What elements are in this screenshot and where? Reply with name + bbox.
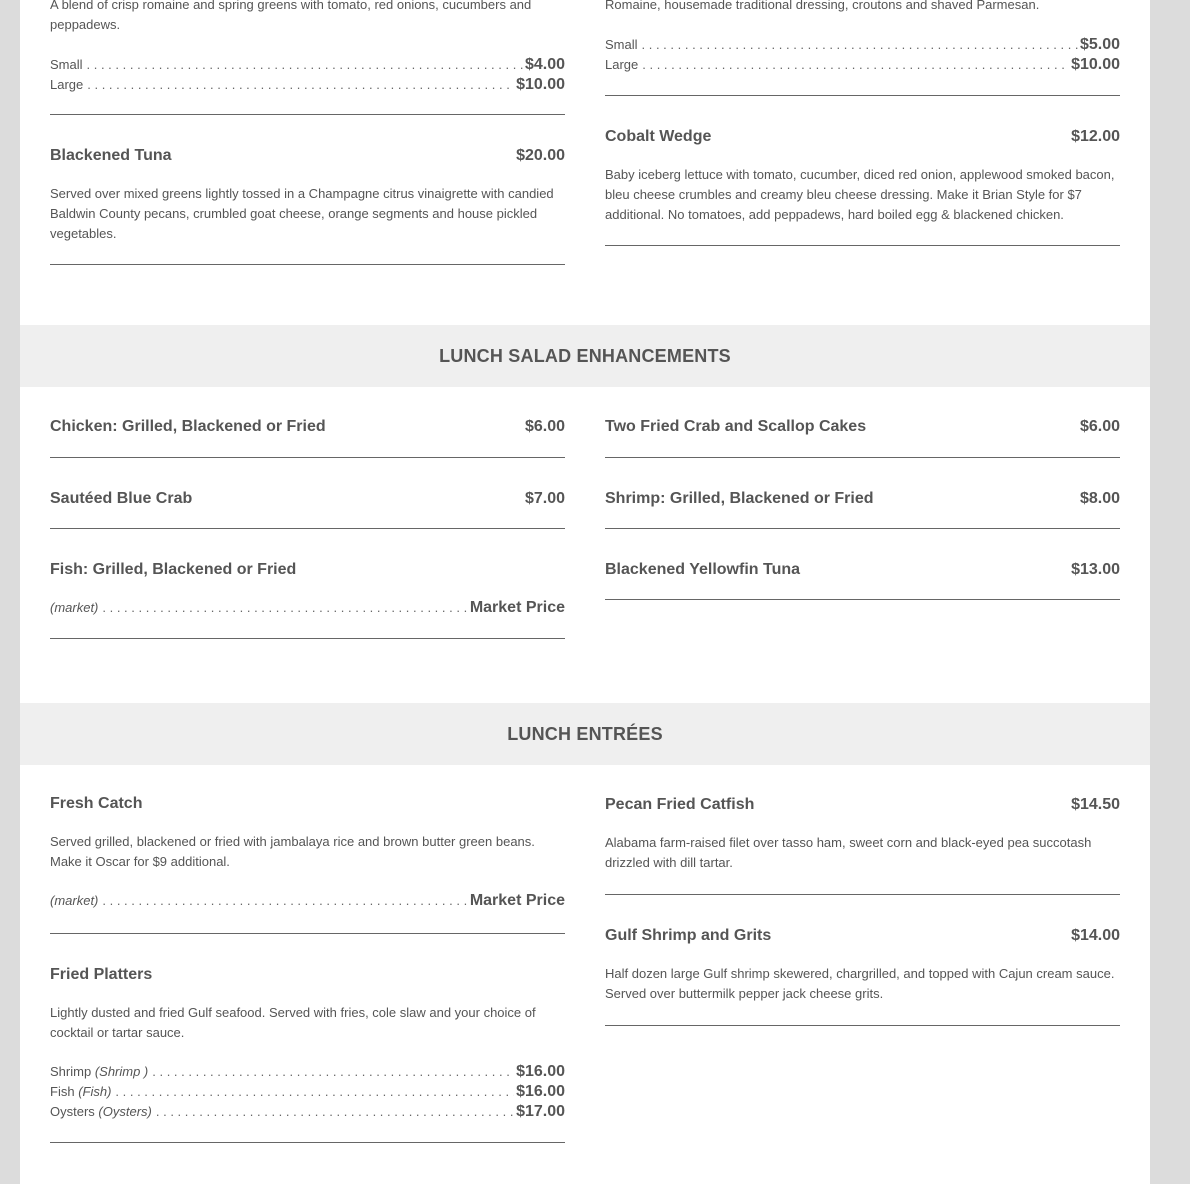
salad-column-left xyxy=(50,0,565,265)
price-option-amount: $16.00 xyxy=(516,1063,565,1080)
item-description: Served over mixed greens lightly tossed in a Champagne citrus vinaigrette with candied Baldwin County pecans, crumbled goat cheese, orange segments and house pickled vegetables. xyxy=(50,186,554,241)
menu-item-chicken xyxy=(50,416,565,458)
section-header-enhancements xyxy=(20,325,1150,387)
item-price: $6.00 xyxy=(1079,418,1120,435)
menu-item-sauteed-blue-crab xyxy=(50,488,565,529)
price-option-amount: $10.00 xyxy=(1071,56,1120,73)
item-name: Fried Platters xyxy=(50,966,153,983)
enhancements-column-right xyxy=(605,416,1120,600)
enhancements-column-left xyxy=(50,416,565,639)
leader-dots xyxy=(642,55,1069,75)
section-header-entrees xyxy=(20,703,1150,765)
menu-page xyxy=(20,0,1150,1184)
salad-column-right xyxy=(605,0,1120,246)
item-header xyxy=(605,416,1120,438)
price-option-small xyxy=(50,55,565,75)
item-price: $8.00 xyxy=(1079,490,1120,507)
price-option-note: (market) xyxy=(50,893,99,908)
price-option-note: (Oysters) xyxy=(98,1104,152,1119)
item-name: Blackened Yellowfin Tuna xyxy=(605,561,801,578)
item-header xyxy=(50,964,565,986)
item-description: Half dozen large Gulf shrimp skewered, chargrilled, and topped with Cajun cream sauce. Served over buttermilk pepper jack cheese grits. xyxy=(605,966,1115,1001)
item-price: $14.00 xyxy=(1071,927,1120,944)
item-description: Romaine, housemade traditional dressing, croutons and shaved Parmesan. xyxy=(605,0,1040,12)
price-option-amount: Market Price xyxy=(469,892,565,909)
item-header xyxy=(50,793,565,815)
entrees-column-right xyxy=(605,794,1120,1026)
leader-dots xyxy=(102,598,467,618)
item-header xyxy=(605,126,1120,148)
entrees-column-left xyxy=(50,793,565,1143)
item-price: $13.00 xyxy=(1071,561,1120,578)
item-header xyxy=(50,416,565,438)
item-name: Shrimp: Grilled, Blackened or Fried xyxy=(605,490,874,507)
price-option-label: Oysters xyxy=(50,1104,95,1119)
item-name: Sautéed Blue Crab xyxy=(50,490,193,507)
price-option-label: Small xyxy=(50,57,83,72)
menu-item-yellowfin-tuna xyxy=(605,559,1120,600)
price-option-note: (Shrimp ) xyxy=(94,1064,149,1079)
item-price: $20.00 xyxy=(516,147,565,164)
section-title: LUNCH ENTRÉES xyxy=(507,723,663,744)
price-option-large xyxy=(50,75,565,95)
leader-dots xyxy=(115,1082,514,1102)
menu-item-blackened-tuna xyxy=(50,145,565,265)
menu-item-shrimp-and-grits xyxy=(605,925,1120,1026)
price-option-label: Small xyxy=(605,37,638,52)
item-price: $12.00 xyxy=(1071,128,1120,145)
item-header xyxy=(50,559,565,581)
menu-item-caesar-salad xyxy=(605,0,1120,96)
price-option-label: Fish xyxy=(50,1084,75,1099)
price-option-amount: $17.00 xyxy=(516,1103,565,1120)
price-option-large xyxy=(605,55,1120,75)
price-option-shrimp xyxy=(50,1062,565,1082)
price-option-label: Shrimp xyxy=(50,1064,92,1079)
price-option-amount: $5.00 xyxy=(1079,36,1120,53)
leader-dots xyxy=(642,35,1078,55)
menu-item-fried-platters xyxy=(50,964,565,1143)
item-description: A blend of crisp romaine and spring greens with tomato, red onions, cucumbers and peppadews. xyxy=(50,0,532,32)
price-option-note: (Fish) xyxy=(78,1084,112,1099)
price-option-amount: $4.00 xyxy=(524,56,565,73)
menu-item-fish xyxy=(50,559,565,639)
item-header xyxy=(605,925,1120,947)
price-option-amount: $16.00 xyxy=(516,1083,565,1100)
leader-dots xyxy=(156,1102,514,1122)
menu-item-pecan-fried-catfish xyxy=(605,794,1120,895)
item-name: Cobalt Wedge xyxy=(605,128,712,145)
item-description: Lightly dusted and fried Gulf seafood. Served with fries, cole slaw and your choice of cocktail or tartar sauce. xyxy=(50,1005,536,1040)
item-header xyxy=(605,488,1120,510)
section-title: LUNCH SALAD ENHANCEMENTS xyxy=(439,345,731,366)
price-option-market xyxy=(50,598,565,618)
leader-dots xyxy=(152,1062,514,1082)
price-option-market xyxy=(50,891,565,911)
item-description: Alabama farm-raised filet over tasso ham, sweet corn and black-eyed pea succotash drizzled with dill tartar. xyxy=(605,835,1092,870)
price-option-label: Large xyxy=(605,57,639,72)
item-header xyxy=(50,145,565,167)
price-option-fish xyxy=(50,1082,565,1102)
item-name: Chicken: Grilled, Blackened or Fried xyxy=(50,418,326,435)
price-option-small xyxy=(605,35,1120,55)
menu-item-cobalt-wedge xyxy=(605,126,1120,246)
menu-item-crab-scallop-cakes xyxy=(605,416,1120,458)
item-price: $14.50 xyxy=(1071,796,1120,813)
item-description: Baby iceberg lettuce with tomato, cucumber, diced red onion, applewood smoked bacon, bleu cheese crumbles and creamy bleu cheese dressing. Make it Brian Style for $7 additional. No tomatoes, add peppadews, hard boiled egg & blackened chicken. xyxy=(605,167,1115,222)
price-option-amount: $10.00 xyxy=(516,76,565,93)
menu-item-fresh-catch xyxy=(50,793,565,934)
leader-dots xyxy=(102,891,467,911)
price-option-oysters xyxy=(50,1102,565,1122)
price-option-amount: Market Price xyxy=(469,599,565,616)
price-option-note: (market) xyxy=(50,600,99,615)
item-header xyxy=(50,488,565,510)
item-name: Fish: Grilled, Blackened or Fried xyxy=(50,561,297,578)
leader-dots xyxy=(87,75,514,95)
item-name: Pecan Fried Catfish xyxy=(605,796,755,813)
menu-item-shrimp xyxy=(605,488,1120,529)
leader-dots xyxy=(87,55,523,75)
item-header xyxy=(605,794,1120,816)
item-price: $7.00 xyxy=(524,490,565,507)
item-name: Fresh Catch xyxy=(50,795,143,812)
item-price: $6.00 xyxy=(524,418,565,435)
item-header xyxy=(605,559,1120,581)
item-name: Blackened Tuna xyxy=(50,147,172,164)
item-name: Two Fried Crab and Scallop Cakes xyxy=(605,418,867,435)
item-description: Served grilled, blackened or fried with jambalaya rice and brown butter green beans. Make it Oscar for $9 additional. xyxy=(50,834,535,869)
item-name: Gulf Shrimp and Grits xyxy=(605,927,772,944)
price-option-label: Large xyxy=(50,77,84,92)
menu-item-house-salad xyxy=(50,0,565,115)
